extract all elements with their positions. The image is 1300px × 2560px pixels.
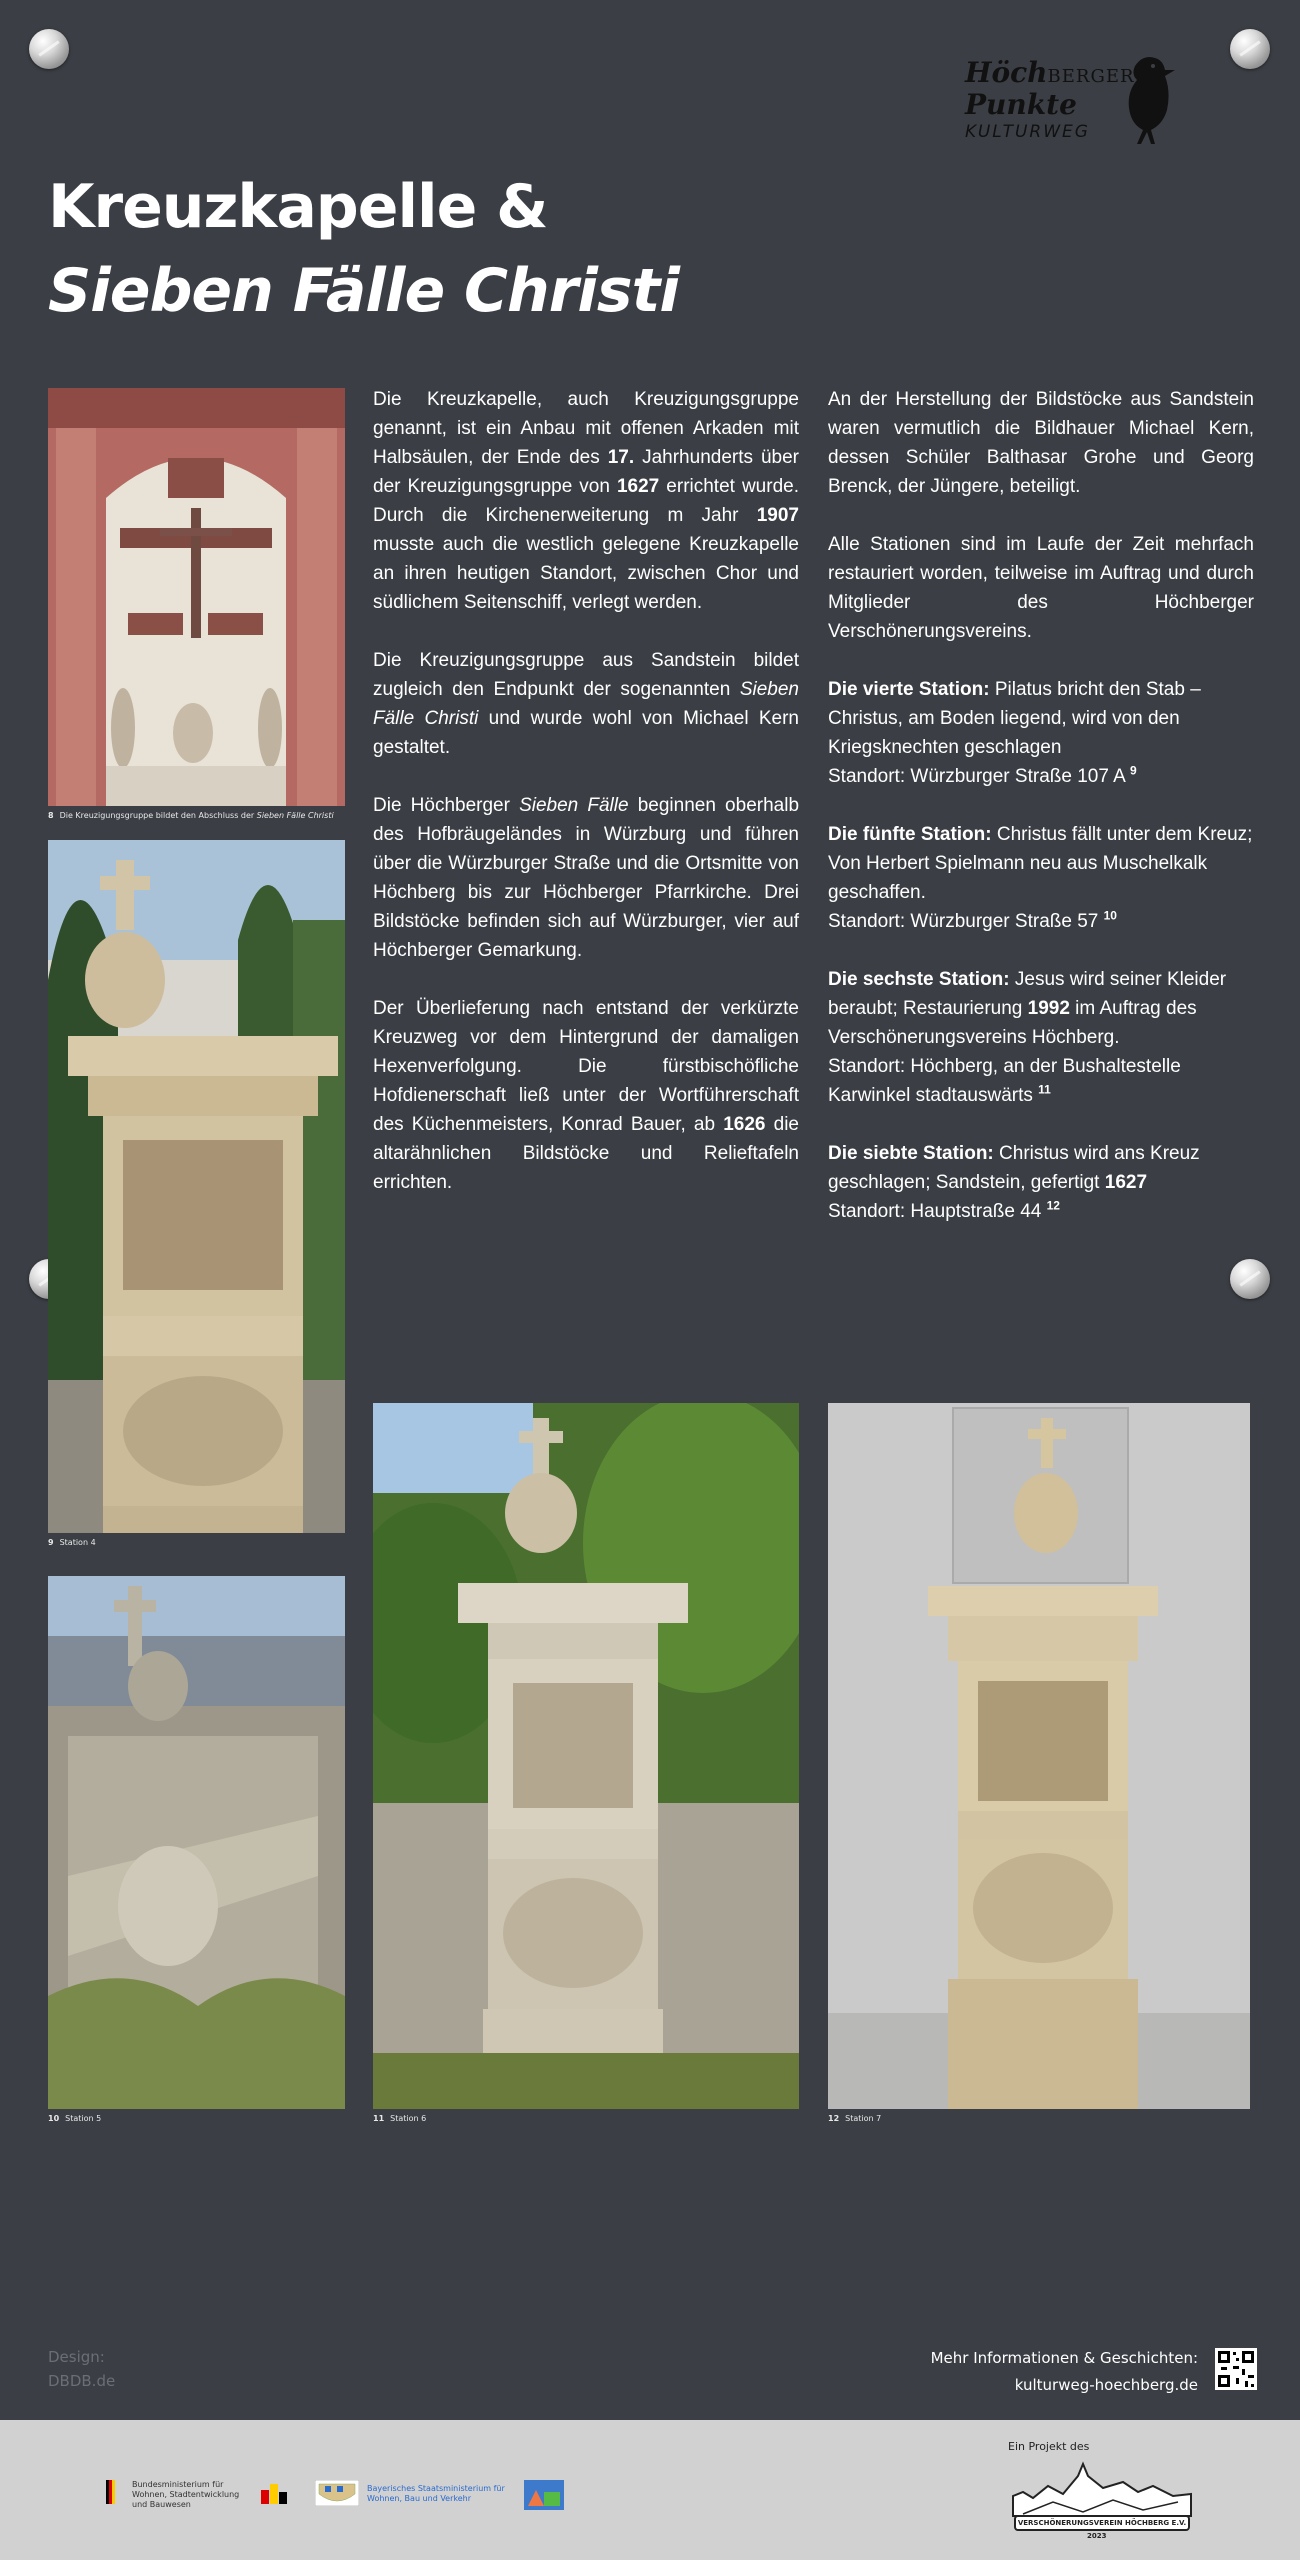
kulturweg-logo	[965, 48, 1185, 148]
caption-11	[373, 2114, 426, 2123]
eagle-icon	[106, 2480, 120, 2504]
logo-text-berger: BERGER	[1047, 66, 1135, 87]
photo-station-6	[373, 1403, 799, 2109]
text-column-2	[828, 385, 1254, 1255]
website-link[interactable]: kulturweg-hoechberg.de	[1014, 2376, 1198, 2394]
paragraph-ueberlieferung: Der Überlieferung nach entstand der verkürzte Kreuzweg vor dem Hintergrund der damaligen Hexenverfolgung. Die fürstbischöfliche Hofdienerschaft ließ unter der Wortführerschaft des Küchenmeisters, Konrad Bauer, ab 1626 die altarähnlichen Bildstöcke und Relieftafeln errichten.	[373, 998, 800, 1193]
paragraph-kreuzigungsgruppe: Die Kreuzigungsgruppe aus Sandstein bildet zugleich den Endpunkt der sogenannten Sieben Fälle Christi und wurde wohl von Michael Kern gestaltet.	[373, 650, 799, 758]
photo-station-5	[48, 1576, 345, 2109]
title-line-1: Kreuzkapelle &	[48, 172, 548, 242]
caption-12	[828, 2114, 881, 2123]
raven-icon	[1115, 48, 1185, 148]
caption-8	[48, 811, 334, 820]
text-column-1	[373, 385, 799, 1226]
caption-10-number: 10	[48, 2114, 60, 2123]
design-label: Design:	[48, 2348, 105, 2366]
caption-10-text: Station 5	[65, 2114, 102, 2123]
photo-station-4	[48, 840, 345, 1533]
paragraph-herstellung: An der Herstellung der Bildstöcke aus Sandstein waren vermutlich die Bildhauer Michael Kern, dessen Schüler Balthasar Grohe und Georg Brenck, der Jüngere, beteiligt.	[828, 389, 1254, 497]
caption-11-number: 11	[373, 2114, 385, 2123]
design-name: DBDB.de	[48, 2372, 116, 2390]
caption-9-text: Station 4	[59, 1538, 96, 1547]
page-title	[48, 165, 679, 333]
station-6-text: Die sechste Station: Jesus wird seiner Kleider beraubt; Restaurierung 1992 im Auftrag des Verschönerungsvereins Höchberg. Standort: Höchberg, an der Bushaltestelle Karwinkel stadtauswärts $^{11}$	[828, 969, 1227, 1106]
village-skyline-icon	[1003, 2456, 1201, 2542]
more-info	[931, 2345, 1198, 2399]
station-7-text: Die siebte Station: Christus wird ans Kreuz geschlagen; Sandstein, gefertigt 1627 Standort: Hauptstraße 44 $^{12}$	[828, 1143, 1200, 1222]
caption-9	[48, 1538, 96, 1547]
photo-station-7	[828, 1403, 1250, 2109]
more-info-label: Mehr Informationen & Geschichten:	[930, 2349, 1198, 2367]
screw-mid-right	[1230, 1259, 1270, 1299]
municipal-crest-icon	[524, 2480, 564, 2510]
caption-12-number: 12	[828, 2114, 840, 2123]
caption-8-number: 8	[48, 811, 54, 820]
bavarian-crest-icon	[315, 2480, 359, 2506]
qr-code-icon[interactable]	[1215, 2348, 1257, 2390]
verein-year: 2023	[1087, 2532, 1107, 2540]
projekt-label: Ein Projekt des	[1008, 2440, 1090, 2453]
title-line-2: Sieben Fälle Christi	[48, 256, 679, 326]
station-4-text: Die vierte Station: Pilatus bricht den Stab – Christus, am Boden liegend, wird von den Kriegsknechten geschlagen Standort: Würzburger Straße 107 A $^9$	[828, 679, 1201, 787]
ministry-bayern-label: Bayerisches Staatsministerium für Wohnen, Bau und Verkehr	[367, 2484, 505, 2503]
verein-name: VERSCHÖNERUNGSVEREIN HÖCHBERG E.V.	[1017, 2519, 1187, 2527]
caption-9-number: 9	[48, 1538, 54, 1547]
logo-text-punkte: Punkte	[965, 88, 1077, 121]
station-5-text: Die fünfte Station: Christus fällt unter dem Kreuz; Von Herbert Spielmann neu aus Muschelkalk geschaffen. Standort: Würzburger Straße 57 $^{10}$	[828, 824, 1253, 932]
staedtebau-icon	[257, 2480, 291, 2506]
designer-credit	[48, 2345, 115, 2393]
caption-8-italic: Sieben Fälle Christi	[256, 811, 334, 820]
caption-11-text: Station 6	[390, 2114, 427, 2123]
paragraph-sieben-faelle: Die Höchberger Sieben Fälle beginnen oberhalb des Hofbräugeländes in Würzburg und führen über die Würzburger Straße und die Ortsmitte von Höchberg bis zur Höchberger Pfarrkirche. Drei Bildstöcke befinden sich auf Würzburger, vier auf Höchberger Gemarkung.	[373, 795, 800, 961]
ministry-bund-label: Bundesministerium für Wohnen, Stadtentwicklung und Bauwesen	[132, 2480, 240, 2509]
caption-10	[48, 2114, 101, 2123]
photo-kreuzigungsgruppe	[48, 388, 345, 806]
screw-top-right	[1230, 29, 1270, 69]
caption-12-text: Station 7	[845, 2114, 882, 2123]
screw-top-left	[29, 29, 69, 69]
paragraph-restaurierung: Alle Stationen sind im Laufe der Zeit mehrfach restauriert worden, teilweise im Auftrag und durch Mitglieder des Höchberger Verschönerungsvereins.	[828, 534, 1254, 642]
caption-8-text: Die Kreuzigungsgruppe bildet den Abschluss der	[59, 811, 257, 820]
verschoenerungsverein-logo	[1003, 2456, 1201, 2542]
logo-text-kulturweg: KULTURWEG	[965, 122, 1090, 142]
logo-text-hoech: Höch	[965, 56, 1048, 89]
paragraph-kreuzkapelle: Die Kreuzkapelle, auch Kreuzigungsgruppe genannt, ist ein Anbau mit offenen Arkaden mit Halbsäulen, der Ende des 17. Jahrhunderts über der Kreuzigungsgruppe von 1627 errichtet wurde. Durch die Kirchenerweiterung m Jahr 1907 musste auch die westlich gelegene Kreuzkapelle an ihren heutigen Standort, zwischen Chor und südlichem Seitenschiff, verlegt werden.	[373, 389, 799, 613]
